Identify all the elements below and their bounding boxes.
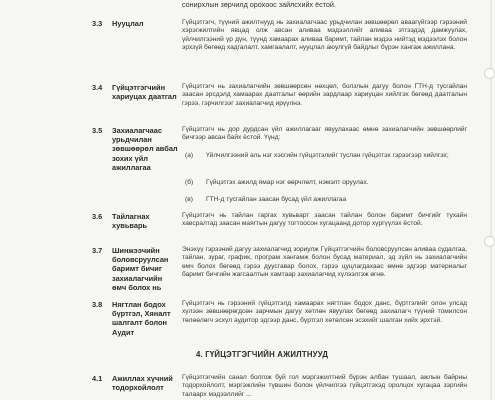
section-number: 3.5 — [92, 126, 103, 135]
sub-item-c — [185, 196, 470, 205]
section-body: Энэхүү гэрээний дагуу захиалагчид зориулж Гүйцэтгэгчийн боловсруулсан аливаа судалгаа, тайлан, зураг, график, програм хангамж болон бусад материал, эд зүйл нь захиалагчийн өмч болох бөгөөд гэрээ дуусгавар болох, гэрээ цуцлагдахаас өмнө эдгээр материалыг баримт бичгийн жагсаалтын хамтаар захиалагчид хүлээлгэж өгнө. — [182, 246, 467, 278]
section-number: 3.4 — [92, 83, 103, 92]
section-number: 3.8 — [92, 300, 103, 309]
sub-text: Үйлчилгээний аль нэг хэсгийн гүйцэтгэлийг туслан гүйцэтгэх гэрээгээр хийлгэх; — [206, 152, 449, 159]
section-title: Захиалагчаас урьдчилан зөвшөөрөл авбал зохих үйл ажиллагаа — [112, 126, 178, 172]
section-title: Гүйцэтгэгчийн хариуцах даатгал — [112, 83, 177, 102]
section-title: Шинжээчийн боловсруулсан баримт бичиг захиалагчийн өмч болох нь — [112, 246, 169, 292]
sub-text: Гүйцэтгэх ажилд ямар нэг өөрчлөлт, нэмэлт оруулах. — [206, 179, 369, 186]
section-title: Тайлагнах хувьварь — [112, 212, 150, 231]
sub-item-b — [185, 179, 470, 188]
section-body: Гүйцэтгэгч, түүний ажилтнууд нь захиалагчаас урьдчилан зөвшөөрөл аваагүйгээр гэрээний хэрэгжилтийн явцад олж авсан аливаа мэдээллийг аливаа этгээдэд дамжуулах, үйлчилгээний үр дүн, түүнд хамаарах аливаа баримт, тайлан мэдээ нийтэд мэдээлэх болон эрхзүй бөгөөд хадгалалт, хамгаалалт, нууцлал аюулгүй байдлыг бүрэн хангаж ажиллана. — [182, 19, 467, 51]
section-number: 4.1 — [92, 374, 103, 383]
punch-hole — [484, 236, 495, 247]
section-body: Гүйцэтгэгчийн санал болгож буй гол мэргэжилтний бүрэн албан тушаал, ажлын байрны тодорхойлолт, мэргэжлийн түвшин болон үйлчилгээ гүйцэтгэхэд оролцох хугацаа зэргийн талаарх мэдээллийг ... — [182, 374, 467, 398]
section-title: Нууцлал — [112, 19, 144, 28]
section-body: Гүйцэтгэгч нь захиалагчийн зөвшөөрсөн нөхцөл, болзлын дагуу болон ГТН-д тусгайлан заасан эрсдэлд хамаарах даатгалыг өөрийн зардлаар хариуцан хийлгэх бөгөөд даатгалын гэрээ, гэрчилгээг захиалагчид ирүүлнэ. — [182, 83, 467, 107]
section-body: Гүйцэтгэгч нь гэрээний гүйцэтгэлд хамаарах нягтлан бодох данс, бүртгэлийг олон улсад хүлээн зөвшөөрөгдсөн зарчмын дагуу хөтлөн явуулах бөгөөд захиалагч түүний томилсон төлөөлөгч эсхүл аудитор эдгээр данс, бүртгэл хөтөлсөн эсэхийг шалган хийх эрхтэй. — [182, 300, 467, 324]
section-body: Гүйцэтгэгч нь тайлан гаргах хувьварт заасан тайлан болон баримт бичгийг тухайн хавсралтад заасан маягтын дагуу тогтоосон хугацаанд дотор хүргүүлэх ёстой. — [182, 212, 467, 228]
section-body: Гүйцэтгэгч нь дор дурдсан үйл ажиллагааг явуулахаас өмнө захиалагчийн зөвшөөрлийг бичгээр авсан байх ёстой. Үүнд: — [182, 126, 467, 142]
continued-text: сонирхлын зөрчилд орохоос зайлсхийх ёстой. — [182, 0, 336, 9]
sub-marker: (в) — [185, 196, 193, 203]
section-number: 3.6 — [92, 212, 103, 221]
section-number: 3.7 — [92, 246, 103, 255]
punch-hole — [484, 68, 495, 79]
page-edge — [490, 0, 492, 400]
section-title: Ажиллах хүчний тодорхойлолт — [112, 374, 173, 393]
chapter-heading: 4. ГҮЙЦЭТГЭГЧИЙН АЖИЛТНУУД — [196, 350, 329, 359]
sub-text: ГТН-д тусгайлан заасан бусад үйл ажиллагаа — [206, 196, 347, 203]
section-title: Нягтлан бодох бүртгэл, Хяналт шалгалт болон Аудит — [112, 300, 171, 337]
sub-item-a — [185, 152, 470, 169]
sub-marker: (a) — [185, 152, 194, 159]
section-number: 3.3 — [92, 19, 103, 28]
sub-marker: (б) — [185, 179, 194, 186]
